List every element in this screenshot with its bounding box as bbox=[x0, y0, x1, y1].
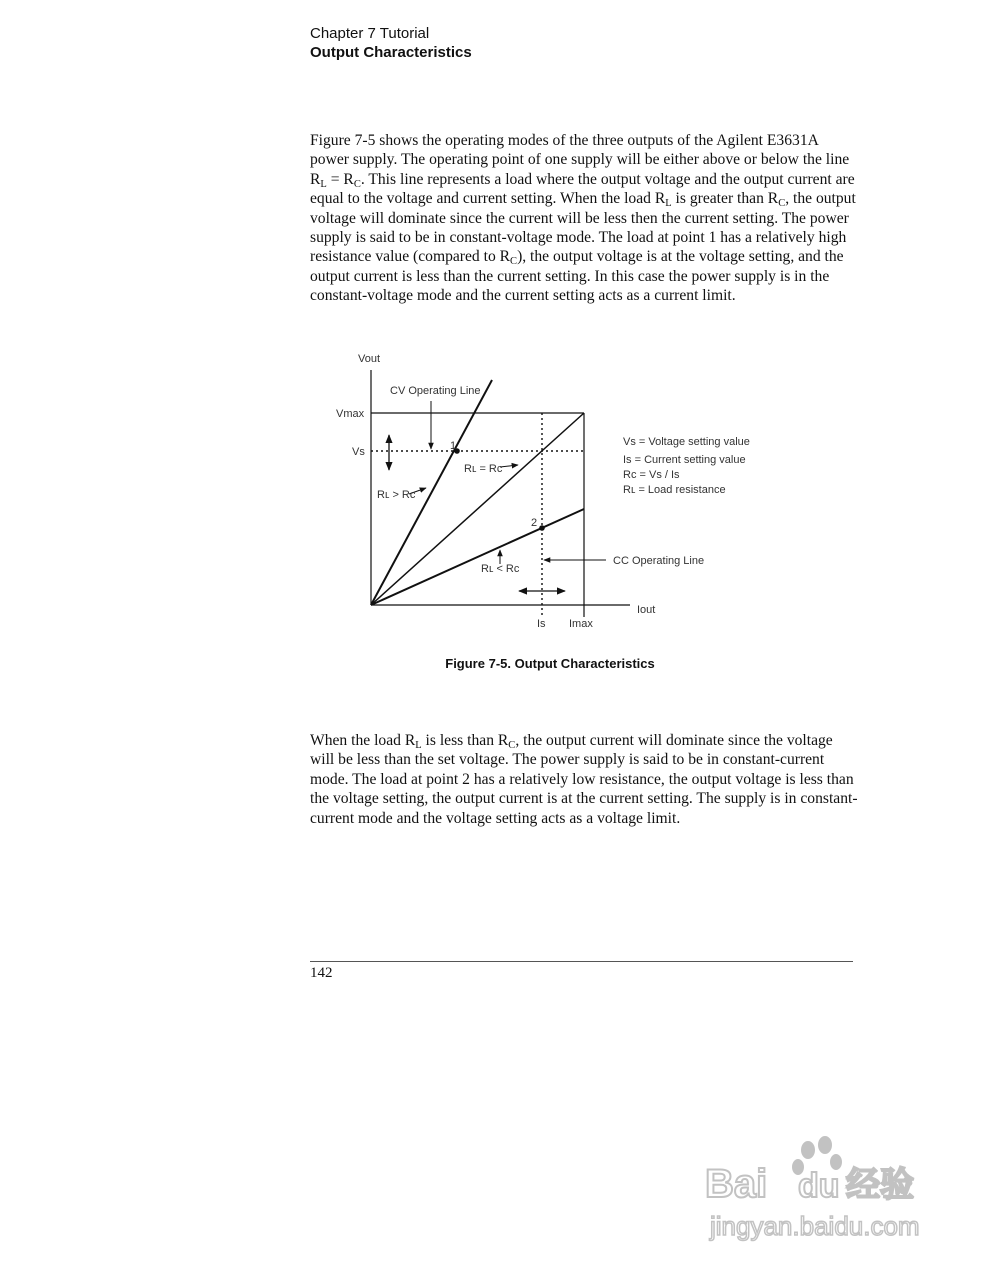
legend-is: Is = Current setting value bbox=[623, 454, 746, 466]
vs-tick-label: Vs bbox=[352, 446, 365, 458]
page-number: 142 bbox=[310, 965, 333, 981]
is-tick-label: Is bbox=[537, 618, 546, 630]
watermark-url: jingyan.baidu.com bbox=[710, 1211, 920, 1241]
rl-eq-pointer bbox=[500, 465, 518, 467]
figure-caption: Figure 7-5. Output Characteristics bbox=[445, 656, 655, 671]
rl-eq-label: Rʟ = Rc bbox=[464, 463, 503, 475]
legend-rl: Rʟ = Load resistance bbox=[623, 484, 726, 496]
cc-line-label: CC Operating Line bbox=[613, 555, 705, 567]
rl-lt-label: Rʟ < Rc bbox=[481, 563, 520, 575]
vmax-tick-label: Vmax bbox=[336, 408, 365, 420]
legend-rc: Rc = Vs / Is bbox=[623, 469, 680, 481]
running-header bbox=[310, 24, 472, 62]
cc-mode-paragraph: When the load $R_L$ is less than $R_C$, the output current will dominate since the voltage will be less than the set voltage. The power supply is said to be in constant-current mode. The load at point 2 has a relatively low resistance, the output voltage is less than the voltage setting, the output current is at the current setting. The supply is in constant-current mode and the voltage setting acts as a voltage limit. bbox=[310, 732, 858, 827]
section-title: Output Characteristics bbox=[310, 44, 472, 61]
footer-divider bbox=[310, 961, 853, 962]
rl-gt-label: Rʟ > Rc bbox=[377, 489, 416, 501]
watermark-brand: Bai bbox=[705, 1162, 768, 1206]
operating-point-2 bbox=[539, 525, 545, 531]
cv-line-label: CV Operating Line bbox=[390, 385, 481, 397]
point-2-label: 2 bbox=[531, 517, 538, 529]
imax-tick-label: Imax bbox=[569, 618, 593, 630]
watermark-product: 经验 bbox=[846, 1165, 914, 1205]
watermark-brand-tail: du bbox=[798, 1167, 840, 1205]
intro-paragraph: Figure 7-5 shows the operating modes of the three outputs of the Agilent E3631A power supply. The operating point of one supply will be either above or below the line $R_L = R_C$. This line represents a load where the output voltage and the output current are equal to the voltage and current setting. When the load $R_L$ is greater than $R_C$, the output voltage will dominate since the current will be less then the current setting. The power supply is said to be in constant-voltage mode. The load at point 1 has a relatively high resistance value (compared to $R_C$), the output voltage is at the voltage setting, and the output current is less than the current setting. In this case the power supply is in the constant-voltage mode and the current setting acts as a current limit. bbox=[310, 132, 856, 305]
x-axis-label: Iout bbox=[637, 604, 656, 616]
output-characteristics-figure bbox=[300, 345, 820, 640]
y-axis-label: Vout bbox=[358, 353, 381, 365]
point-1-label: 1 bbox=[450, 440, 457, 452]
chapter-title: Chapter 7 Tutorial bbox=[310, 25, 430, 42]
baidu-jingyan-watermark bbox=[700, 1135, 940, 1245]
load-line-rl-eq-rc bbox=[371, 413, 584, 605]
legend-vs: Vs = Voltage setting value bbox=[623, 436, 750, 448]
